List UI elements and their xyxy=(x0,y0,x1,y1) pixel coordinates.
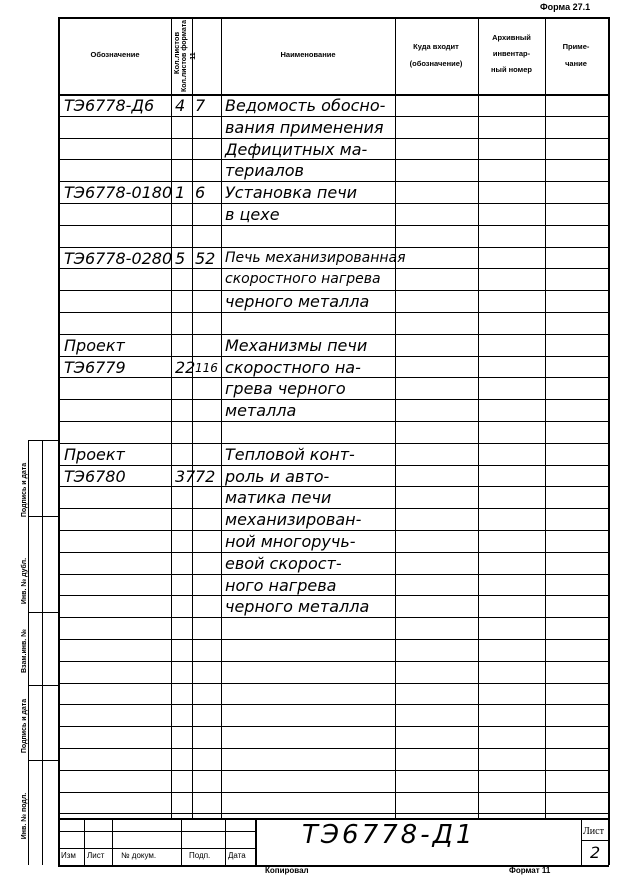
row-line xyxy=(58,661,608,662)
row-name: черного металла xyxy=(225,597,370,616)
title-col-doc: № докум. xyxy=(121,851,157,860)
row-name: вания применения xyxy=(225,118,384,137)
title-divider xyxy=(112,818,113,865)
row-name: скоростного нагрева xyxy=(225,271,381,287)
row-name: териалов xyxy=(225,161,304,180)
row-line xyxy=(58,334,608,335)
row-line xyxy=(58,770,608,771)
title-divider xyxy=(581,818,582,865)
row-line xyxy=(58,377,608,378)
row-line xyxy=(58,247,608,248)
row-name: Тепловой конт- xyxy=(225,445,355,464)
row-name: Ведомость обосно- xyxy=(225,96,386,115)
row-line xyxy=(58,138,608,139)
frame-top xyxy=(58,17,609,19)
row-name: евой скорост- xyxy=(225,554,342,573)
row-line xyxy=(58,312,608,313)
row-name: роль и авто- xyxy=(225,467,330,486)
row-name: ного нагрева xyxy=(225,576,337,595)
row-line xyxy=(58,268,608,269)
frame-left xyxy=(58,17,60,865)
title-col-sheet: Лист xyxy=(87,851,105,860)
row-name: Механизмы печи xyxy=(225,336,368,355)
row-line xyxy=(58,792,608,793)
row-designation: ТЭ6780 xyxy=(64,467,126,486)
row-line xyxy=(58,617,608,618)
row-designation: ТЭ6778-Д6 xyxy=(64,96,155,115)
row-name: в цехе xyxy=(225,205,280,224)
row-sheet-count: 5 xyxy=(175,249,186,268)
row-line xyxy=(58,465,608,466)
row-line xyxy=(58,356,608,357)
frame-right xyxy=(608,17,610,865)
row-line xyxy=(58,748,608,749)
row-designation: ТЭ6778-0280 xyxy=(64,249,173,268)
header-designation: Обозначение xyxy=(90,50,140,59)
row-line xyxy=(58,486,608,487)
row-line xyxy=(58,552,608,553)
header-sheet-format: Кол.листов формата 11 xyxy=(181,19,197,93)
header-archive-number: Архивный инвентар- ный номер xyxy=(491,33,532,74)
row-line xyxy=(58,726,608,727)
row-name: металла xyxy=(225,401,297,420)
side-stamp-inv-duplicate: Инв. № дубл. xyxy=(21,557,28,605)
row-line xyxy=(58,639,608,640)
row-sheet-count: 1 xyxy=(175,183,186,202)
row-sheet-format: 6 xyxy=(195,183,206,202)
title-doc-number: ТЭ6778-Д1 xyxy=(302,820,476,850)
row-line xyxy=(58,203,608,204)
title-col-date: Дата xyxy=(228,851,246,860)
row-line xyxy=(58,399,608,400)
row-line xyxy=(58,813,608,814)
row-sheet-count: 37 xyxy=(175,467,196,486)
row-line xyxy=(58,530,608,531)
row-sheet-format: 7 xyxy=(195,96,206,115)
row-name: скоростного на- xyxy=(225,358,361,377)
row-sheet-count: 22 xyxy=(175,358,196,377)
row-name: Печь механизированная xyxy=(225,250,406,266)
header-note: Приме- чание xyxy=(562,42,590,68)
row-line xyxy=(58,443,608,444)
side-stamp-signature-2: Подпись и дата xyxy=(21,462,28,518)
title-sheet-label: Лист xyxy=(583,826,604,837)
stamp-mid xyxy=(42,440,43,865)
footer-format: Формат 11 xyxy=(509,866,551,875)
row-sheet-format: 116 xyxy=(195,361,218,375)
side-stamp-inv-original: Инв. № подл. xyxy=(21,792,28,840)
row-line xyxy=(58,290,608,291)
form-label: Форма 27.1 xyxy=(540,2,591,12)
row-line xyxy=(58,116,608,117)
row-line xyxy=(58,181,608,182)
title-divider xyxy=(181,818,182,865)
row-name: ной многоручь- xyxy=(225,532,356,551)
row-designation: Проект xyxy=(64,336,125,355)
row-name: грева черного xyxy=(225,379,346,398)
header-name: Наименование xyxy=(280,50,336,59)
title-col-change: Изм xyxy=(61,851,76,860)
row-designation: Проект xyxy=(64,445,125,464)
title-divider xyxy=(255,818,257,865)
row-line xyxy=(58,704,608,705)
row-name: черного металла xyxy=(225,292,370,311)
row-name: матика печи xyxy=(225,488,332,507)
row-name: Дефицитных ма- xyxy=(225,140,368,159)
title-line xyxy=(581,840,608,841)
side-stamp-signature-1: Подпись и дата xyxy=(21,698,28,754)
row-line xyxy=(58,421,608,422)
row-line xyxy=(58,574,608,575)
row-line xyxy=(58,225,608,226)
title-col-signature: Подп. xyxy=(189,851,211,860)
title-divider xyxy=(84,818,85,865)
row-sheet-count: 4 xyxy=(175,96,186,115)
row-designation: ТЭ6779 xyxy=(64,358,126,377)
title-sheet-number: 2 xyxy=(590,843,601,862)
title-divider xyxy=(225,818,226,865)
row-sheet-format: 72 xyxy=(195,467,216,486)
footer-copied: Копировал xyxy=(265,866,309,875)
row-line xyxy=(58,595,608,596)
row-line xyxy=(58,508,608,509)
side-stamp-replace-inv: Взам.инв. № xyxy=(21,629,28,673)
header-sheet-count: Кол.листов xyxy=(172,31,181,75)
row-name: механизирован- xyxy=(225,510,362,529)
row-line xyxy=(58,159,608,160)
header-where-used: Куда входит (обозначение) xyxy=(409,42,463,68)
row-name: Установка печи xyxy=(225,183,358,202)
row-line xyxy=(58,683,608,684)
row-designation: ТЭ6778-0180 xyxy=(64,183,173,202)
row-sheet-format: 52 xyxy=(195,249,216,268)
